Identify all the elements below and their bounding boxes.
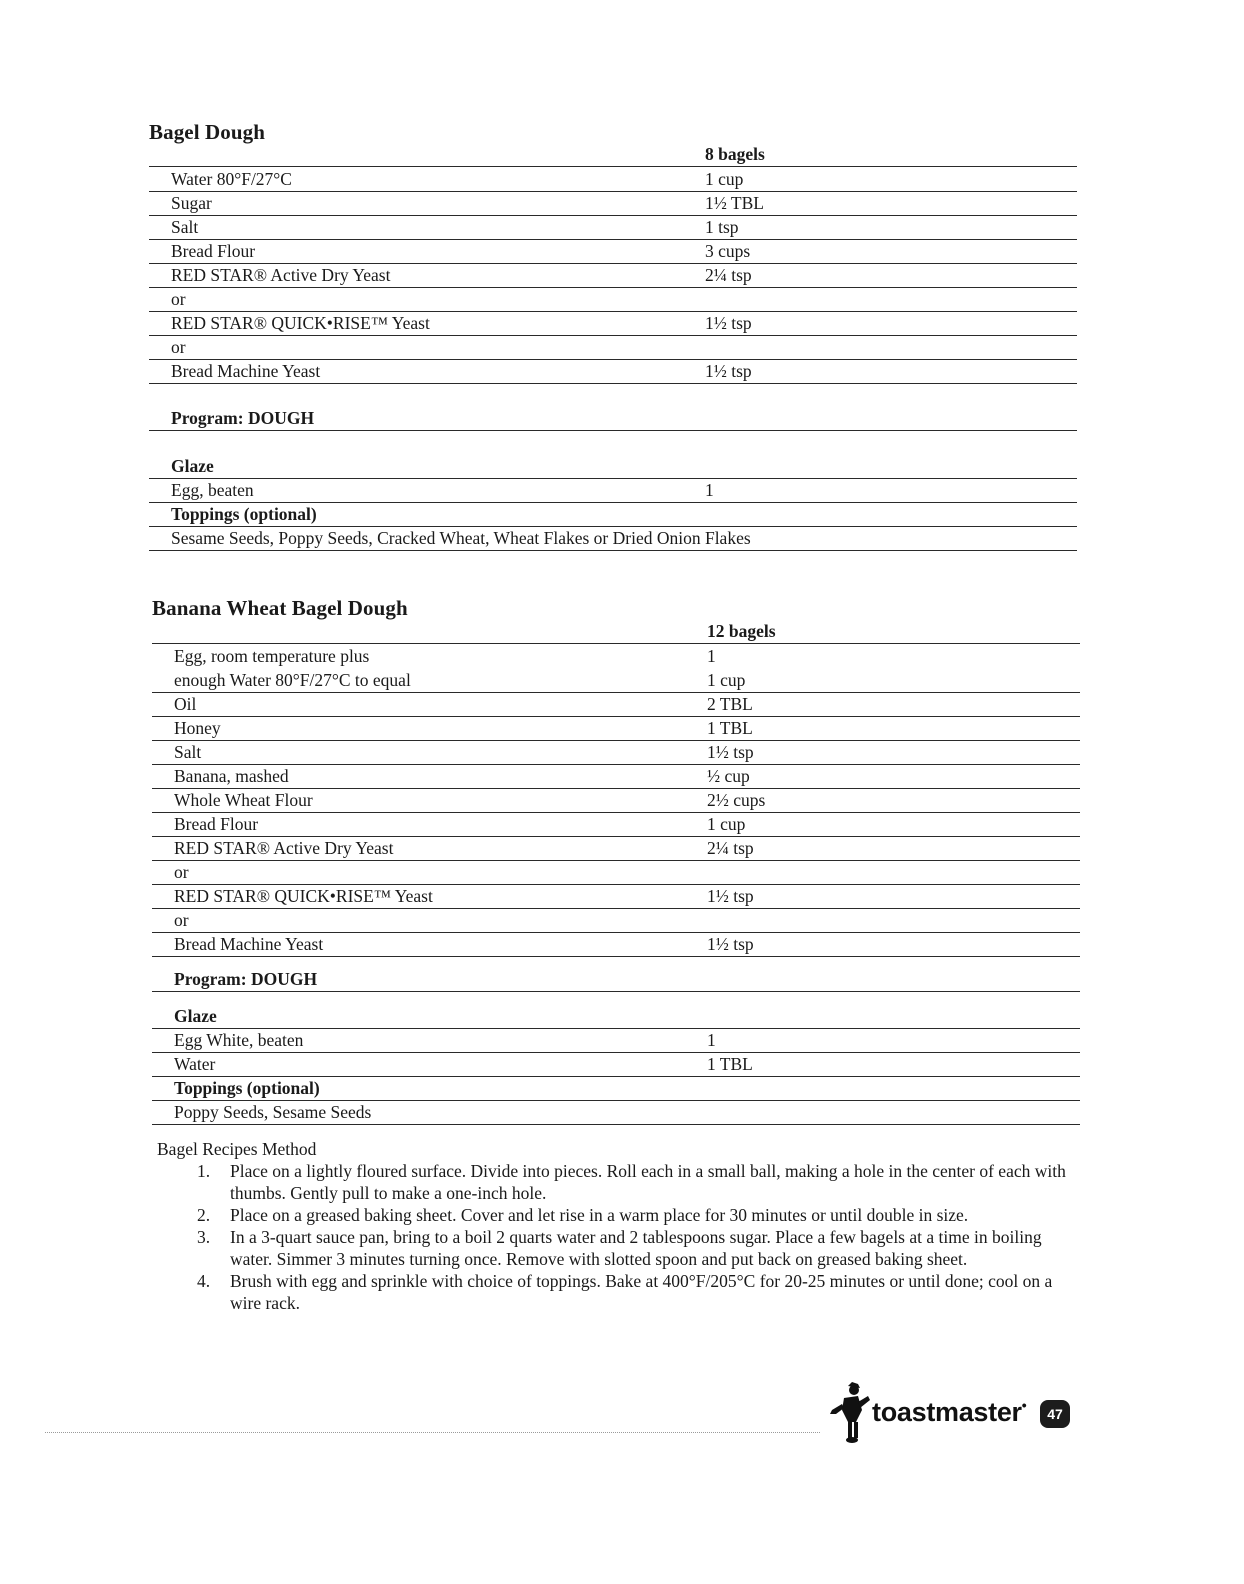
recipe-1-amount: 1½ tsp	[705, 313, 752, 333]
recipe-2-amount: ½ cup	[707, 766, 750, 786]
recipe-2-title: Banana Wheat Bagel Dough	[152, 596, 408, 620]
recipe-2-glaze-ingredient: Water	[174, 1054, 216, 1074]
recipe-2-ingredient: Salt	[174, 742, 202, 762]
method-step	[157, 1226, 1077, 1270]
recipe-2-glaze-amount: 1	[707, 1030, 716, 1050]
recipe-1-ingredient: Salt	[171, 217, 199, 237]
page-number: 47	[1040, 1400, 1070, 1428]
recipe-2-glaze-row-1	[152, 1053, 1080, 1077]
method-step	[157, 1204, 1077, 1226]
recipe-2-ingredient: Honey	[174, 718, 221, 738]
recipe-2-ingredient: Oil	[174, 694, 197, 714]
recipe-1-yield-row	[149, 143, 1077, 167]
recipe-2-glaze-amount: 1 TBL	[707, 1054, 753, 1074]
recipe-2-toppings-row	[152, 1101, 1080, 1125]
recipe-2-row-8	[152, 861, 1080, 885]
recipe-1-row-5	[149, 288, 1077, 312]
recipe-1-ingredient: Sugar	[171, 193, 212, 213]
recipe-2-glaze-label: Glaze	[174, 1006, 217, 1026]
recipe-1-glaze-label: Glaze	[171, 456, 214, 476]
recipe-1-ingredient: Water 80°F/27°C	[171, 169, 292, 189]
recipe-2-amount: 2½ cups	[707, 790, 766, 810]
method-step-text: Brush with egg and sprinkle with choice of toppings. Bake at 400°F/205°C for 20-25 minutes or until done; cool on a wire rack.	[230, 1271, 1053, 1313]
method-step-text: In a 3-quart sauce pan, bring to a boil 2 quarts water and 2 tablespoons sugar. Place a few bagels at a time in boiling water. Simmer 3 minutes turning once. Remove with slotted spoon and put back on greased baking sheet.	[230, 1227, 1042, 1269]
recipe-2-ingredient: enough Water 80°F/27°C to equal	[174, 670, 411, 690]
recipe-1-glaze-amount: 1	[705, 480, 714, 500]
recipe-2-toppings-label: Toppings (optional)	[174, 1078, 320, 1098]
recipe-2-amount: 1 cup	[707, 814, 746, 834]
recipe-2-yield-row	[152, 620, 1080, 644]
recipe-2-amount: 1 cup	[707, 670, 746, 690]
recipe-1-row-8	[149, 360, 1077, 384]
recipe-1-title: Bagel Dough	[149, 120, 266, 144]
recipe-2-ingredient: Banana, mashed	[174, 766, 289, 786]
recipe-2-amount: 2¼ tsp	[707, 838, 754, 858]
recipe-2-yield: 12 bagels	[707, 621, 776, 641]
recipe-1-amount: 1½ tsp	[705, 361, 752, 381]
recipe-2-row-3	[152, 741, 1080, 765]
recipe-2-amount: 1½ tsp	[707, 742, 754, 762]
recipe-2-program-row	[152, 968, 1080, 992]
recipe-1-amount: 1½ TBL	[705, 193, 764, 213]
recipe-1-program-row	[149, 407, 1077, 431]
recipe-2-row-7	[152, 837, 1080, 861]
recipe-1-ingredient: Bread Flour	[171, 241, 256, 261]
recipe-1-glaze-ingredient: Egg, beaten	[171, 480, 254, 500]
method-step-number: 1.	[197, 1161, 211, 1181]
recipe-1-amount: 1 tsp	[705, 217, 739, 237]
recipe-2-ingredient: Egg, room temperature plus	[174, 646, 370, 666]
recipe-2-glaze-ingredient: Egg White, beaten	[174, 1030, 304, 1050]
recipe-1-toppings: Sesame Seeds, Poppy Seeds, Cracked Wheat, Wheat Flakes or Dried Onion Flakes	[171, 528, 751, 548]
recipe-1-amount: 1 cup	[705, 169, 744, 189]
method-step-number: 4.	[197, 1271, 211, 1291]
recipe-1-row-6	[149, 312, 1077, 336]
recipe-1-row-1	[149, 192, 1077, 216]
recipe-2-row-1	[152, 693, 1080, 717]
recipe-2-amount: 1 TBL	[707, 718, 753, 738]
recipe-2-program: Program: DOUGH	[174, 969, 318, 989]
recipe-2-row-9	[152, 885, 1080, 909]
method-heading: Bagel Recipes Method	[157, 1139, 317, 1159]
method-section	[157, 1138, 1077, 1314]
recipe-2-amount: 2 TBL	[707, 694, 753, 714]
recipe-1-program: Program: DOUGH	[171, 408, 315, 428]
recipe-1-row-7	[149, 336, 1077, 360]
method-step	[157, 1270, 1077, 1314]
brand-mark: •	[1021, 1397, 1027, 1413]
recipe-2-ingredient: Bread Flour	[174, 814, 259, 834]
recipe-2-ingredient: RED STAR® QUICK•RISE™ Yeast	[174, 886, 433, 906]
recipe-1-row-4	[149, 264, 1077, 288]
method-step-text: Place on a lightly floured surface. Divide into pieces. Roll each in a small ball, making a hole in the center of each with thumbs. Gently pull to make a one-inch hole.	[230, 1161, 1066, 1203]
footer-dotted-rule	[45, 1432, 820, 1433]
recipe-1-ingredient: RED STAR® Active Dry Yeast	[171, 265, 391, 285]
recipe-2-row-egg	[152, 645, 1080, 668]
recipe-2-ingredient: RED STAR® Active Dry Yeast	[174, 838, 394, 858]
recipe-2-toppings: Poppy Seeds, Sesame Seeds	[174, 1102, 372, 1122]
toastmaster-logo	[828, 1380, 1088, 1444]
recipe-2-toppings-heading-row	[152, 1077, 1080, 1101]
recipe-1-toppings-row	[149, 527, 1077, 551]
recipe-1-toppings-heading-row	[149, 503, 1077, 527]
recipe-1-ingredient: Bread Machine Yeast	[171, 361, 321, 381]
recipe-1-row-2	[149, 216, 1077, 240]
recipe-2-ingredient: or	[174, 862, 189, 882]
recipe-1-row-0	[149, 168, 1077, 192]
method-step-number: 2.	[197, 1205, 211, 1225]
recipe-1-ingredient: or	[171, 289, 186, 309]
recipe-2-ingredient: or	[174, 910, 189, 930]
recipe-2-amount: 1	[707, 646, 716, 666]
recipe-2-row-0	[152, 669, 1080, 693]
recipe-2-row-4	[152, 765, 1080, 789]
recipe-2-row-5	[152, 789, 1080, 813]
chef-icon	[828, 1380, 872, 1444]
recipe-1-ingredient: or	[171, 337, 186, 357]
recipe-1-ingredient: RED STAR® QUICK•RISE™ Yeast	[171, 313, 430, 333]
recipe-2-ingredient: Bread Machine Yeast	[174, 934, 324, 954]
recipe-1-amount: 2¼ tsp	[705, 265, 752, 285]
recipe-1-amount: 3 cups	[705, 241, 751, 261]
recipe-2-row-10	[152, 909, 1080, 933]
recipe-2-row-2	[152, 717, 1080, 741]
recipe-2-row-6	[152, 813, 1080, 837]
method-step	[157, 1160, 1077, 1204]
recipe-1-glaze-heading-row	[149, 455, 1077, 479]
recipe-2-amount: 1½ tsp	[707, 886, 754, 906]
recipe-2-glaze-heading-row	[152, 1005, 1080, 1029]
recipe-2-amount: 1½ tsp	[707, 934, 754, 954]
recipe-1-toppings-label: Toppings (optional)	[171, 504, 317, 524]
method-step-text: Place on a greased baking sheet. Cover and let rise in a warm place for 30 minutes or until double in size.	[230, 1205, 969, 1225]
recipe-2-ingredient: Whole Wheat Flour	[174, 790, 313, 810]
method-step-number: 3.	[197, 1227, 211, 1247]
brand-name: toastmaster•	[872, 1397, 1027, 1427]
recipe-2-row-11	[152, 933, 1080, 957]
recipe-1-glaze-row	[149, 479, 1077, 503]
recipe-2-glaze-row-0	[152, 1029, 1080, 1053]
recipe-1-row-3	[149, 240, 1077, 264]
recipe-1-yield: 8 bagels	[705, 144, 765, 164]
